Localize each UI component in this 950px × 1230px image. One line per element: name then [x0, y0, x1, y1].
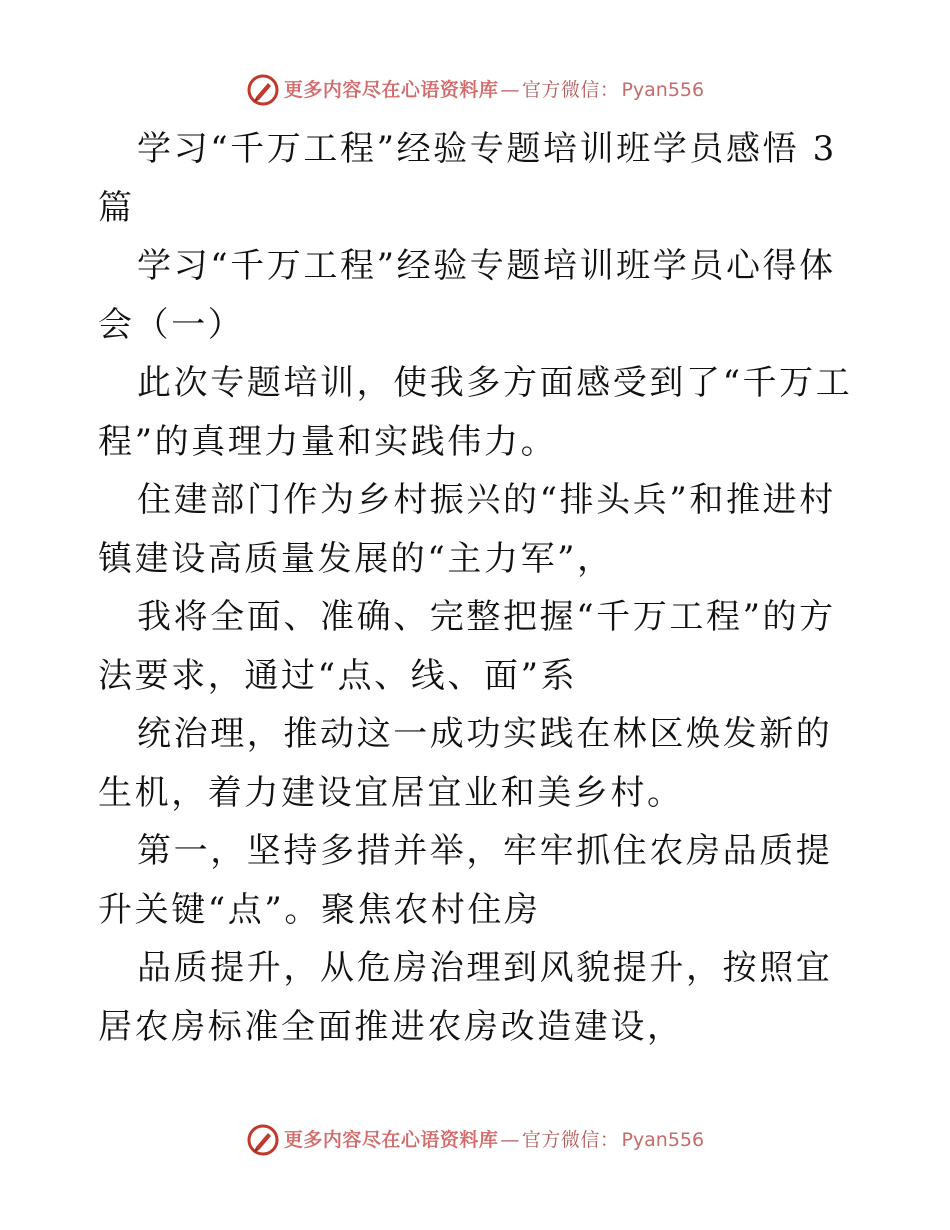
- paragraph: 第一，坚持多措并举，牢牢抓住农房品质提升关键“点”。聚焦农村住房: [98, 831, 833, 930]
- watermark-id: Pyan556: [621, 79, 705, 101]
- watermark-text: [284, 1123, 704, 1157]
- footer-watermark: [0, 1120, 950, 1160]
- watermark-text: [284, 73, 704, 107]
- watermark-id: Pyan556: [621, 1129, 705, 1151]
- watermark-dash: —: [500, 1129, 520, 1151]
- header-watermark: [0, 70, 950, 110]
- watermark-main-text: 更多内容尽在心语资料库: [283, 79, 499, 101]
- watermark-label: 官方微信：: [521, 1129, 620, 1151]
- watermark-main-text: 更多内容尽在心语资料库: [283, 1129, 499, 1151]
- section-heading: 学习“千万工程”经验专题培训班学员心得体会（一）: [98, 246, 836, 345]
- document-title: 学习“千万工程”经验专题培训班学员感悟 3篇: [98, 129, 837, 228]
- pen-logo-icon: [246, 1123, 280, 1157]
- pen-logo-icon: [246, 73, 280, 107]
- paragraph: 此次专题培训，使我多方面感受到了“千万工程”的真理力量和实践伟力。: [98, 363, 853, 462]
- watermark-dash: —: [500, 79, 520, 101]
- paragraph: 我将全面、准确、完整把握“千万工程”的方法要求，通过“点、线、面”系: [98, 597, 836, 696]
- watermark-label: 官方微信：: [521, 79, 620, 101]
- paragraph: 统治理，推动这一成功实践在林区焕发新的生机，着力建设宜居宜业和美乡村。: [98, 714, 833, 813]
- paragraph: 住建部门作为乡村振兴的“排头兵”和推进村镇建设高质量发展的“主力军”，: [98, 480, 836, 579]
- paragraph: 品质提升，从危房治理到风貌提升，按照宜居农房标准全面推进农房改造建设，: [98, 948, 833, 1047]
- document-body: [98, 120, 853, 1056]
